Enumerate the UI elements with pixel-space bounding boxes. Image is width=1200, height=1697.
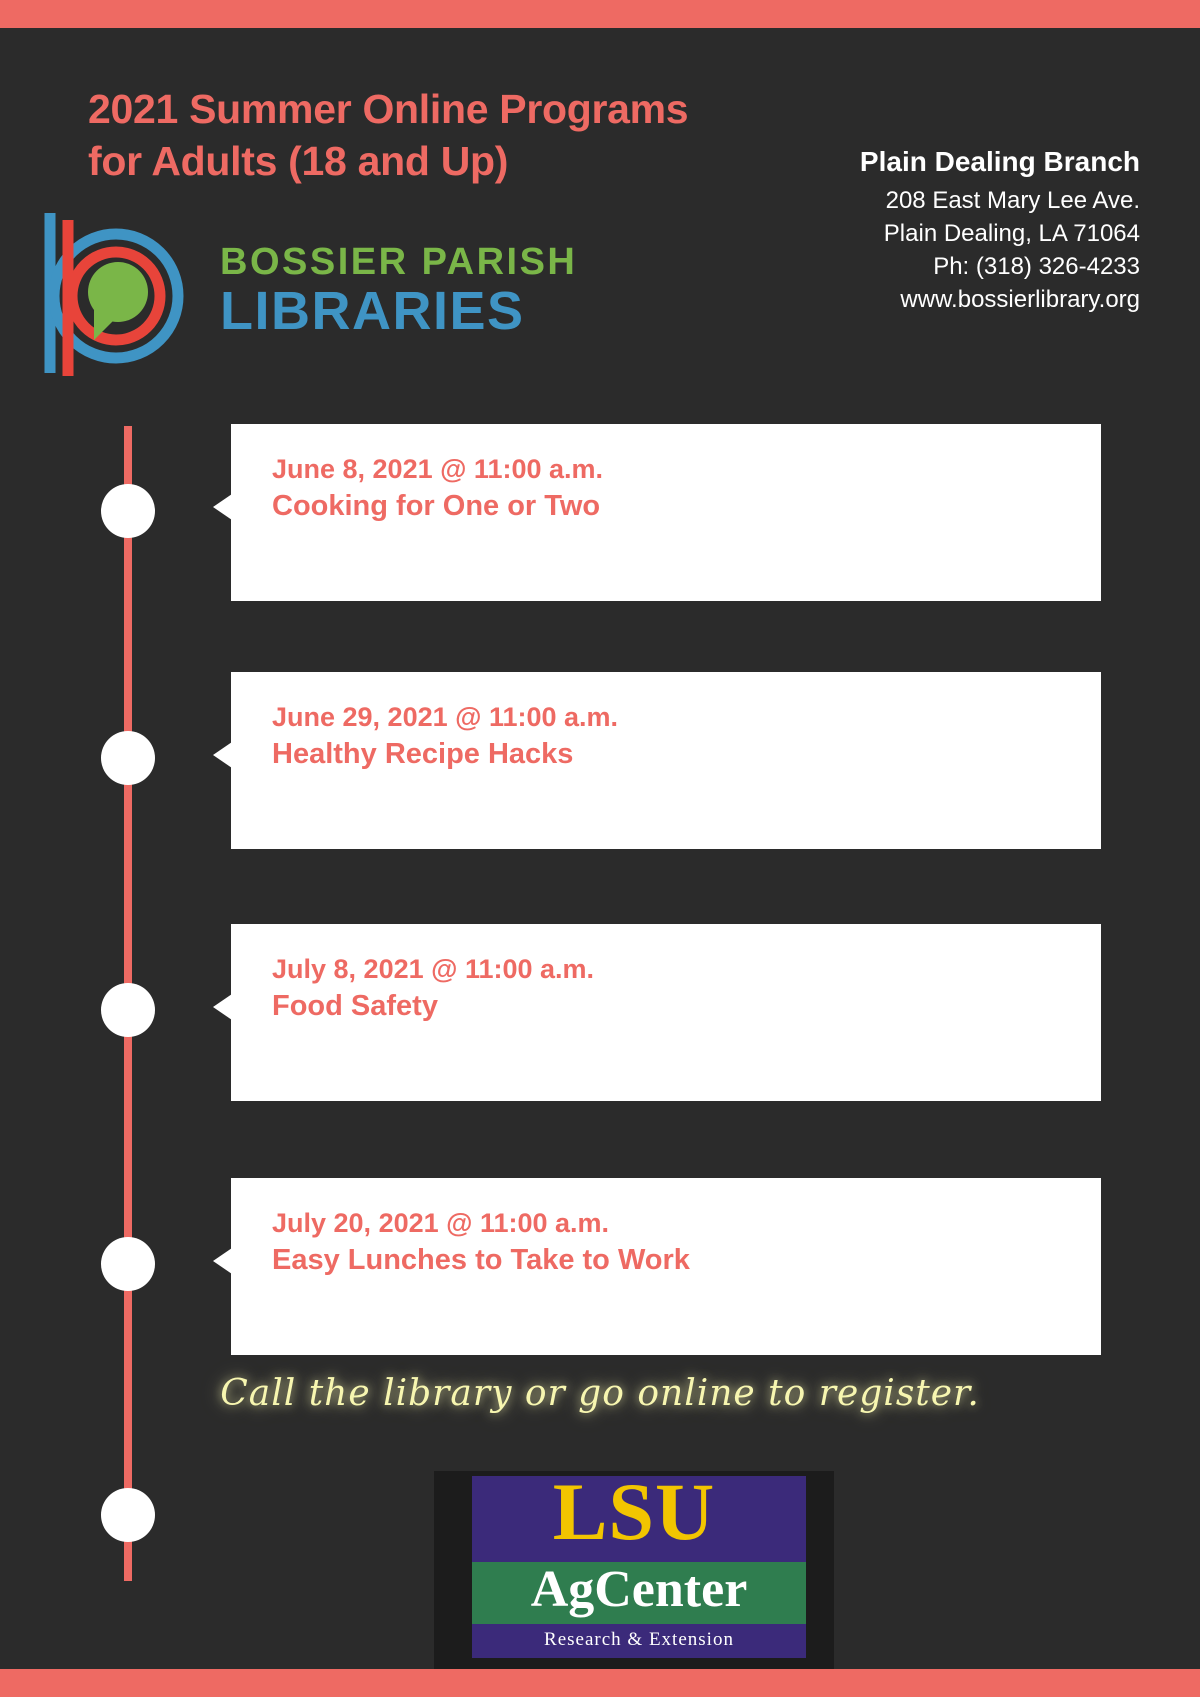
event-text bbox=[272, 451, 603, 527]
registration-note: Call the library or go online to register. bbox=[220, 1373, 980, 1414]
event-date: July 20, 2021 @ 11:00 a.m. bbox=[272, 1208, 610, 1238]
library-logo bbox=[20, 188, 640, 398]
logo-line-1: BOSSIER PARISH bbox=[220, 241, 578, 283]
branch-info bbox=[720, 146, 1140, 316]
event-name: Easy Lunches to Take to Work bbox=[272, 1244, 690, 1277]
callout-arrow-icon bbox=[213, 1248, 232, 1274]
event-name: Healthy Recipe Hacks bbox=[272, 738, 574, 771]
agcenter-tagline: Research & Extension bbox=[544, 1629, 734, 1650]
timeline-dot bbox=[101, 1237, 155, 1291]
event-date: June 29, 2021 @ 11:00 a.m. bbox=[272, 702, 619, 732]
list-item bbox=[231, 1178, 1101, 1355]
lsu-logo-bottom-band bbox=[472, 1624, 806, 1658]
branch-address: 208 East Mary Lee Ave. bbox=[885, 187, 1140, 214]
lsu-letters: LSU bbox=[552, 1466, 716, 1557]
event-text bbox=[272, 1205, 690, 1281]
event-name: Cooking for One or Two bbox=[272, 490, 601, 523]
timeline-dot bbox=[101, 731, 155, 785]
event-date: June 8, 2021 @ 11:00 a.m. bbox=[272, 454, 604, 484]
lsu-agcenter-logo bbox=[434, 1466, 834, 1669]
poster-canvas bbox=[0, 28, 1200, 1669]
logo-line-2: LIBRARIES bbox=[220, 280, 525, 341]
list-item bbox=[231, 672, 1101, 849]
timeline-dot bbox=[101, 983, 155, 1037]
timeline-dot bbox=[101, 1488, 155, 1542]
lsu-logo-mid-band bbox=[472, 1562, 806, 1624]
agcenter-name: AgCenter bbox=[530, 1561, 748, 1618]
timeline-dot bbox=[101, 484, 155, 538]
callout-arrow-icon bbox=[213, 742, 232, 768]
page-title-line-1: 2021 Summer Online Programs bbox=[88, 86, 689, 132]
event-date: July 8, 2021 @ 11:00 a.m. bbox=[272, 954, 595, 984]
branch-city-state-zip: Plain Dealing, LA 71064 bbox=[883, 220, 1140, 248]
page-title-line-2: for Adults (18 and Up) bbox=[88, 138, 509, 185]
library-logo-text bbox=[220, 243, 577, 340]
branch-phone: Ph: (318) 326-4233 bbox=[933, 253, 1140, 281]
bossier-parish-libraries-logo-icon bbox=[20, 198, 200, 388]
event-text bbox=[272, 699, 618, 775]
event-name: Food Safety bbox=[272, 990, 438, 1023]
page-title bbox=[88, 83, 748, 188]
event-text bbox=[272, 951, 594, 1027]
callout-arrow-icon bbox=[213, 994, 232, 1020]
list-item bbox=[231, 924, 1101, 1101]
branch-website: www.bossierlibrary.org bbox=[900, 286, 1140, 314]
list-item bbox=[231, 424, 1101, 601]
branch-name: Plain Dealing Branch bbox=[859, 146, 1140, 177]
callout-arrow-icon bbox=[213, 494, 232, 520]
